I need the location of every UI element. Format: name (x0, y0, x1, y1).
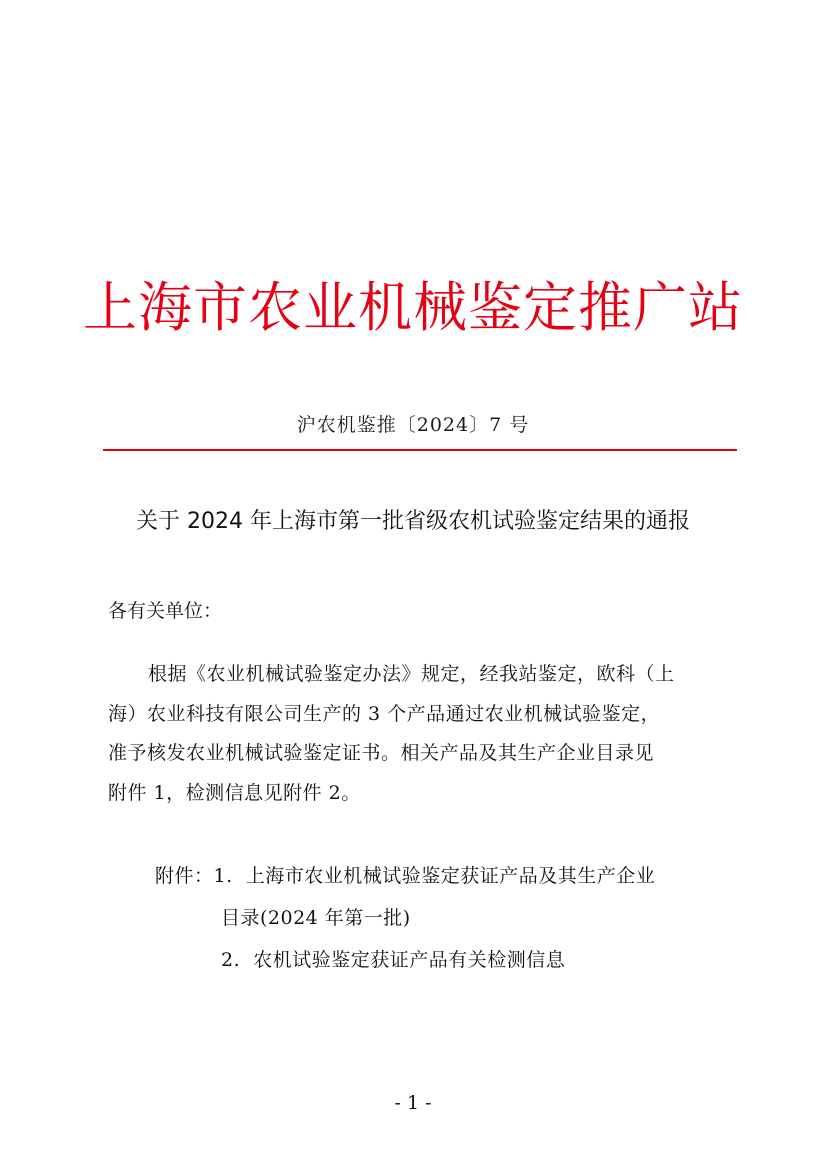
body-line-4: 附件 1，检测信息见附件 2。 (108, 781, 361, 804)
attachment-number-2: 2. (221, 949, 241, 971)
notice-title: 关于 2024 年上海市第一批省级农机试验鉴定结果的通报 (136, 509, 690, 534)
organization-title: 上海市农业机械鉴定推广站 (83, 276, 743, 339)
attachment-item-1-continued: 目录(2024 年第一批) (221, 907, 411, 929)
attachment-text-2: 农机试验鉴定获证产品有关检测信息 (253, 949, 566, 971)
body-line-2: 海）农业科技有限公司生产的 3 个产品通过农业机械试验鉴定， (108, 702, 661, 725)
document-number: 沪农机鉴推〔2024〕7 号 (296, 414, 530, 436)
attachment-number-1: 1. (213, 865, 233, 887)
attachments-label: 附件： (155, 865, 214, 887)
body-line-3: 准予核发农业机械试验鉴定证书。相关产品及其生产企业目录见 (108, 742, 655, 764)
attachments-list (155, 855, 655, 981)
attachment-item-2 (155, 939, 655, 981)
red-divider-line (103, 449, 737, 451)
body-paragraph (108, 655, 730, 813)
body-line-1: 根据《农业机械试验鉴定办法》规定，经我站鉴定，欧科（上 (148, 663, 675, 685)
page-number: - 1 - (394, 1092, 432, 1114)
salutation: 各有关单位： (108, 600, 223, 622)
attachment-text-1: 上海市农业机械试验鉴定获证产品及其生产企业 (245, 865, 656, 887)
attachment-item-1 (155, 855, 655, 897)
